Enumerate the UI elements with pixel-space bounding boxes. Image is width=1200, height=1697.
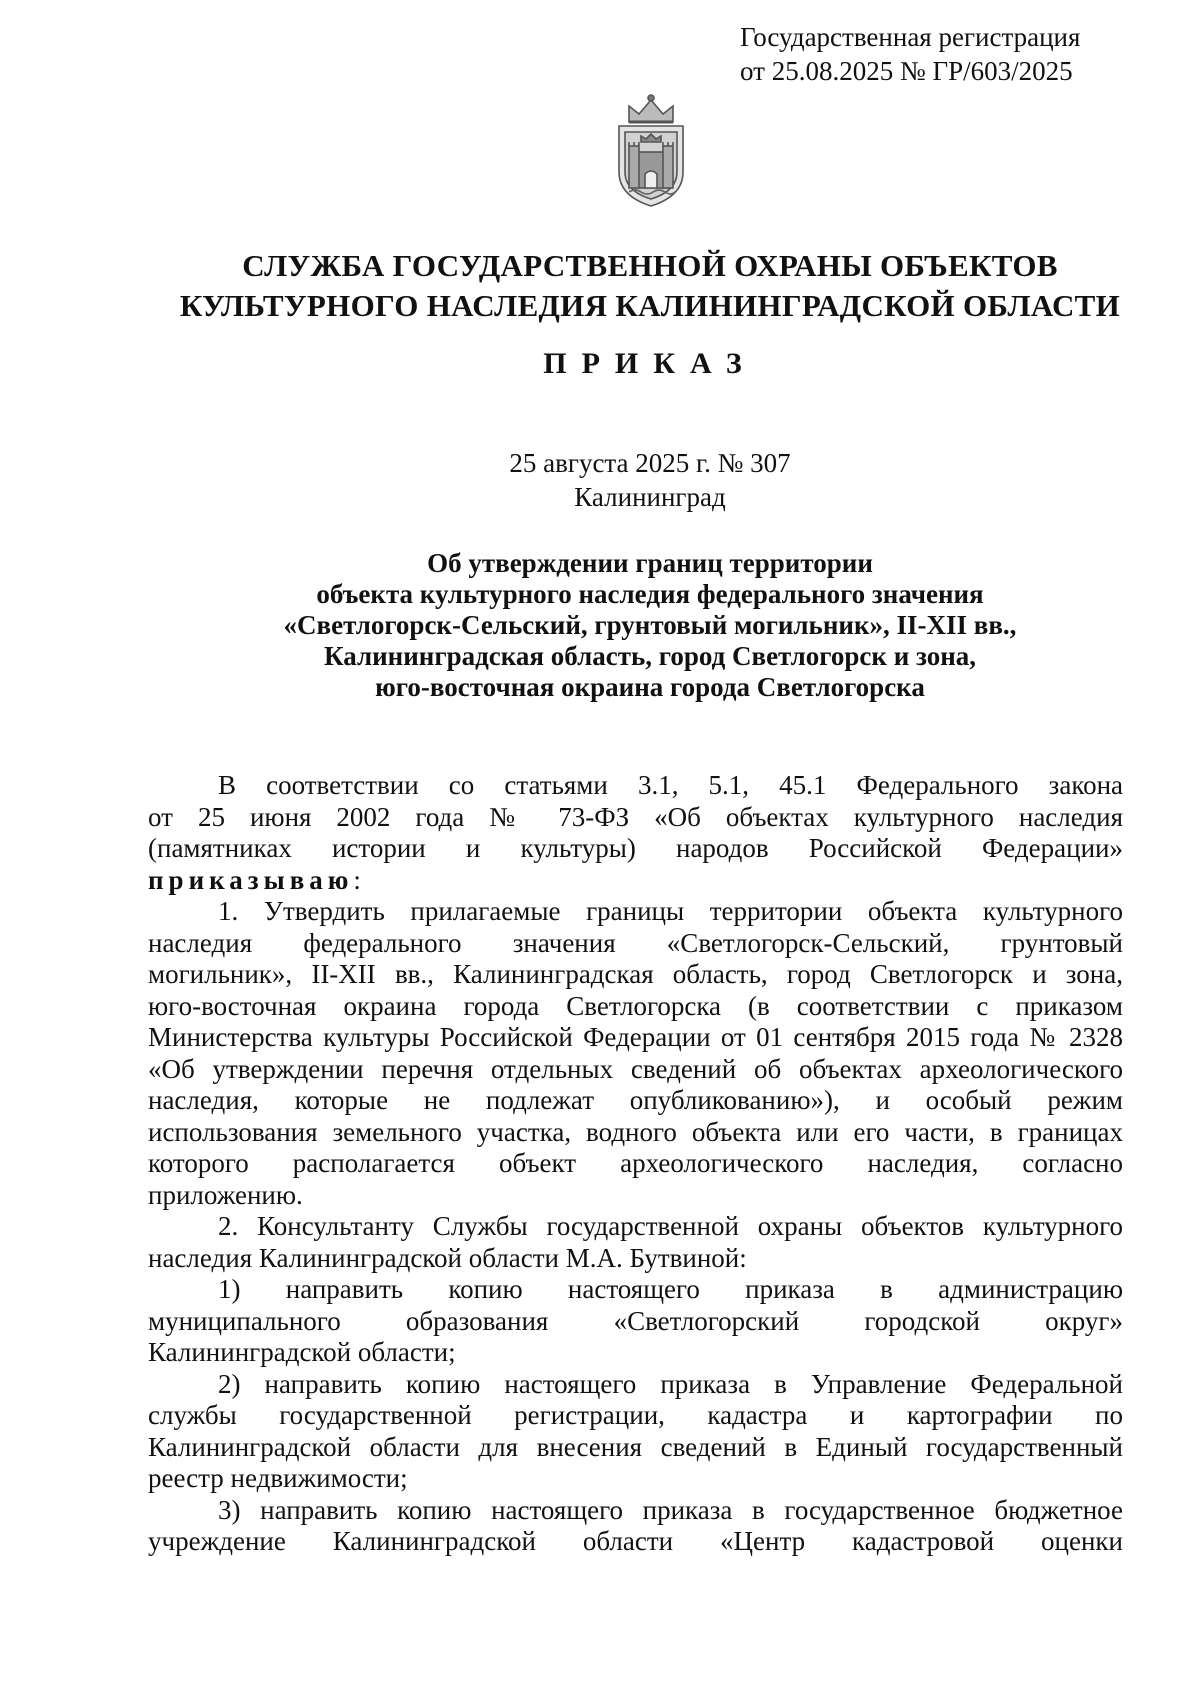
item-2-line: 2. Консультанту Службы государственной охраны объектов культурного <box>218 1211 1123 1241</box>
order-title-line: юго-восточная окраина города Светлогорска <box>375 672 925 702</box>
document-type-heading: ПРИКАЗ <box>543 347 757 380</box>
item-1-line: 1. Утвердить прилагаемые границы территории объекта культурного <box>218 896 1123 926</box>
item-1-line: Министерства культуры Российской Федерации от 01 сентября 2015 года № 2328 <box>148 1022 1123 1052</box>
subitem-1-line: муниципального образования «Светлогорский городской округ» <box>148 1305 1123 1336</box>
item-1-line: приложению. <box>148 1179 303 1210</box>
item-1-line: наследия федерального значения «Светлогорск-Сельский, грунтовый <box>148 927 1123 958</box>
subitem-2-line: 2) направить копию настоящего приказа в Управление Федеральной <box>218 1368 1123 1399</box>
subitem-2-line: реестр недвижимости; <box>148 1463 408 1493</box>
item-1-line: юго-восточная окраина города Светлогорска (в соответствии с приказом <box>148 990 1123 1021</box>
preamble-line: В соответствии со статьями 3.1, 5.1, 45.1 Федерального закона <box>218 770 1123 800</box>
item-2-line: наследия Калининградской области М.А. Бутвиной: <box>148 1242 747 1273</box>
order-verb-line <box>148 865 1123 897</box>
order-title-line: «Светлогорск-Сельский, грунтовый могильник», II-XII вв., <box>283 610 1017 640</box>
preamble-line: от 25 июня 2002 года № 73-ФЗ «Об объектах культурного наследия <box>148 801 1123 832</box>
order-title-line: Об утверждении границ территории <box>427 548 873 578</box>
item-1-line: могильник», II-XII вв., Калининградская область, город Светлогорск и зона, <box>148 959 1123 989</box>
agency-name-line-2: КУЛЬТУРНОГО НАСЛЕДИЯ КАЛИНИНГРАДСКОЙ ОБЛАСТИ <box>179 288 1121 323</box>
order-title-line: Калининградская область, город Светлогорск и зона, <box>324 641 976 671</box>
item-1-line: «Об утверждении перечня отдельных сведений об объектах археологического <box>148 1053 1123 1084</box>
kaliningrad-coat-of-arms-icon <box>605 92 697 210</box>
preamble-line: (памятниках истории и культуры) народов Российской Федерации» <box>148 833 1123 863</box>
order-verb-colon: : <box>353 864 361 895</box>
order-verb: приказываю <box>148 864 354 895</box>
subitem-3-line: 3) направить копию настоящего приказа в государственное бюджетное <box>218 1494 1123 1525</box>
order-city: Калининград <box>574 482 726 512</box>
agency-name-line-1: СЛУЖБА ГОСУДАРСТВЕННОЙ ОХРАНЫ ОБЪЕКТОВ <box>242 248 1058 283</box>
subitem-1-line: 1) направить копию настоящего приказа в администрацию <box>218 1274 1123 1304</box>
order-body <box>148 770 1123 1558</box>
order-date-block <box>0 446 1200 514</box>
agency-name <box>0 246 1200 326</box>
registration-line-2: от 25.08.2025 № ГР/603/2025 <box>740 56 1073 86</box>
subitem-2-line: Калининградской области для внесения сведений в Единый государственный <box>148 1431 1123 1462</box>
order-title <box>0 548 1200 703</box>
item-1-line: которого располагается объект археологического наследия, согласно <box>148 1148 1123 1178</box>
order-date-number: 25 августа 2025 г. № 307 <box>509 448 791 478</box>
registration-stamp <box>740 20 1080 88</box>
order-title-line: объекта культурного наследия федерального значения <box>316 579 984 609</box>
item-1-line: использования земельного участка, водного объекта или его части, в границах <box>148 1116 1123 1147</box>
item-1-line: наследия, которые не подлежат опубликованию»), и особый режим <box>148 1085 1123 1115</box>
registration-line-1: Государственная регистрация <box>740 22 1081 52</box>
subitem-1-line: Калининградской области; <box>148 1337 456 1367</box>
subitem-3-line: учреждение Калининградской области «Центр кадастровой оценки <box>148 1526 1123 1556</box>
subitem-2-line: службы государственной регистрации, кадастра и картографии по <box>148 1400 1123 1430</box>
